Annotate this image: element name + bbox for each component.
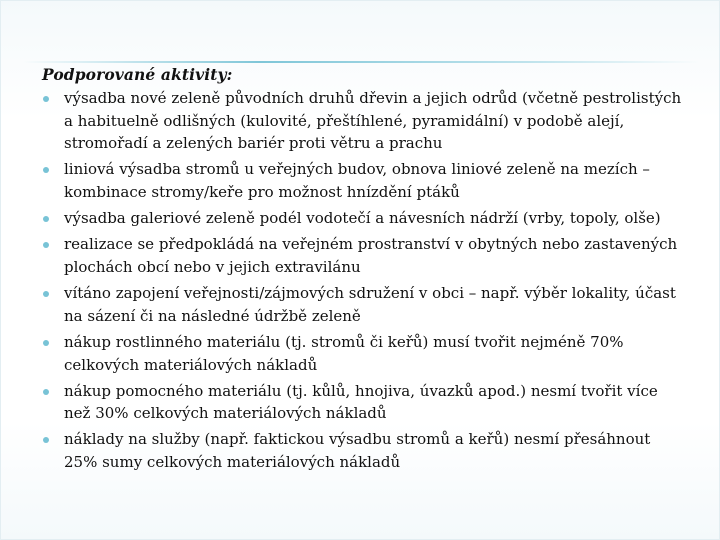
bullet-text: vítáno zapojení veřejnosti/zájmových sdružení v obci – např. výběr lokality, účast na sázení či na následné údržbě zeleně	[64, 284, 676, 325]
bullet-icon	[43, 340, 49, 346]
bullet-item	[42, 428, 682, 473]
bullet-list	[42, 87, 682, 474]
bullet-icon	[43, 291, 49, 297]
bullet-text: výsadba nové zeleně původních druhů dřevin a jejich odrůd (včetně pestrolistých a habituelně odlišných (kulovité, přeštíhlené, pyramidální) v podobě alejí, stromořadí a zelených bariér proti větru a prachu	[64, 89, 682, 153]
section-heading: Podporované aktivity:	[42, 65, 233, 84]
bullet-item	[42, 331, 682, 376]
bullet-item	[42, 207, 682, 230]
bullet-icon	[43, 437, 49, 443]
bullet-icon	[43, 389, 49, 395]
bullet-text: nákup rostlinného materiálu (tj. stromů či keřů) musí tvořit nejméně 70% celkových materiálových nákladů	[64, 332, 624, 374]
bullet-item	[42, 233, 682, 278]
bullet-text: realizace se předpokládá na veřejném prostranství v obytných nebo zastavených plochách obcí nebo v jejich extravilánu	[64, 235, 678, 276]
bullet-item	[42, 87, 682, 155]
slide-content	[42, 63, 682, 477]
bullet-icon	[43, 216, 49, 222]
bullet-icon	[43, 96, 49, 102]
bullet-item	[42, 380, 682, 425]
bullet-item	[42, 282, 682, 327]
bullet-text: liniová výsadba stromů u veřejných budov, obnova liniové zeleně na mezích – kombinace stromy/keře pro možnost hnízdění ptáků	[64, 160, 650, 201]
bullet-text: náklady na služby (např. faktickou výsadbu stromů a keřů) nesmí přesáhnout 25% sumy celkových materiálových nákladů	[64, 430, 651, 472]
bullet-icon	[43, 167, 49, 173]
bullet-item	[42, 158, 682, 203]
bullet-text: nákup pomocného materiálu (tj. kůlů, hnojiva, úvazků apod.) nesmí tvořit více než 30% celkových materiálových nákladů	[64, 381, 658, 423]
bullet-text: výsadba galeriové zeleně podél vodotečí a návesních nádrží (vrby, topoly, olše)	[64, 209, 661, 228]
bullet-icon	[43, 242, 49, 248]
